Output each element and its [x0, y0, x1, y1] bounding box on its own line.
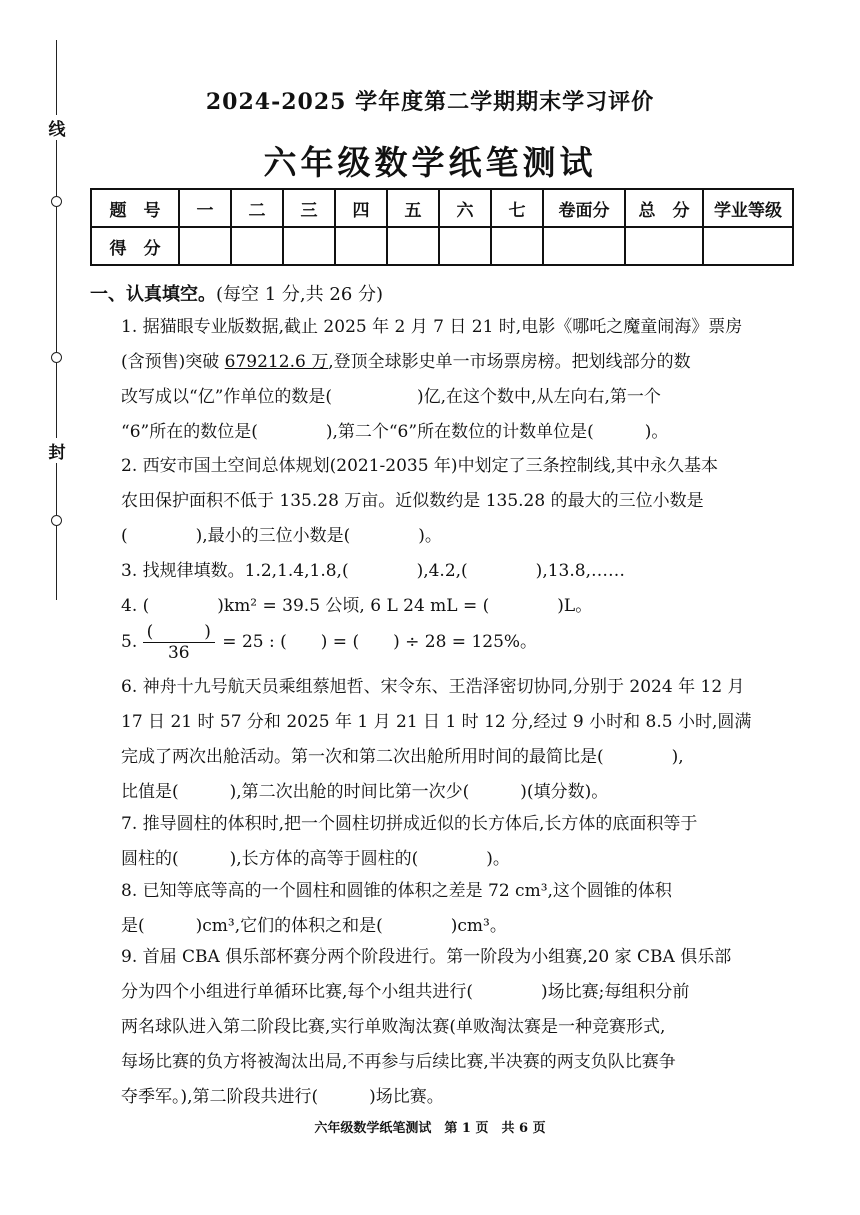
question-7: [121, 807, 811, 877]
binding-char-feng: 封: [46, 438, 68, 463]
question-2: [121, 449, 811, 554]
table-cell: 七: [491, 189, 543, 227]
score-field[interactable]: [231, 227, 283, 265]
question-line: 2. 西安市国土空间总体规划(2021-2035 年)中划定了三条控制线,其中永久基本: [121, 456, 718, 476]
question-line: 夺季军。),第二阶段共进行( )场比赛。: [121, 1087, 444, 1107]
score-field[interactable]: [335, 227, 387, 265]
question-line: 8. 已知等底等高的一个圆柱和圆锥的体积之差是 72 cm³,这个圆锥的体积: [121, 881, 672, 901]
fraction-numerator: ( ): [143, 622, 215, 643]
table-cell: 题 号: [91, 189, 179, 227]
question-line: [121, 345, 811, 380]
question-line: 1. 据猫眼专业版数据,截止 2025 年 2 月 7 日 21 时,电影《哪吒之魔童闹海》票房: [121, 317, 743, 337]
binding-hole: [51, 515, 62, 526]
score-field[interactable]: [543, 227, 625, 265]
fraction: [143, 622, 215, 663]
underlined-number: 679212.6 万: [224, 352, 329, 372]
question-line: 4. ( )km² = 39.5 公顷, 6 L 24 mL = ( )L。: [121, 596, 593, 616]
question-8: [121, 874, 811, 944]
question-number: 5.: [121, 632, 138, 652]
score-field[interactable]: [703, 227, 793, 265]
table-cell: 一: [179, 189, 231, 227]
table-cell: 六: [439, 189, 491, 227]
section-heading: [90, 280, 383, 306]
question-line: 7. 推导圆柱的体积时,把一个圆柱切拼成近似的长方体后,长方体的底面积等于: [121, 814, 698, 834]
section-note: (每空 1 分,共 26 分): [216, 284, 384, 305]
score-field[interactable]: [179, 227, 231, 265]
question-9: [121, 940, 811, 1115]
fraction-denominator: 36: [167, 643, 190, 663]
question-line: 圆柱的( ),长方体的高等于圆柱的( )。: [121, 849, 510, 869]
table-cell: 四: [335, 189, 387, 227]
text-span: ,登顶全球影史单一市场票房榜。把划线部分的数: [328, 352, 691, 372]
question-line: 农田保护面积不低于 135.28 万亩。近似数约是 135.28 的最大的三位小数是: [121, 491, 704, 511]
score-table-score-row: [91, 227, 793, 265]
question-6: [121, 670, 811, 810]
binding-char-xian: 线: [46, 115, 68, 140]
question-line: 每场比赛的负方将被淘汰出局,不再参与后续比赛,半决赛的两支负队比赛争: [121, 1052, 676, 1072]
table-cell: 三: [283, 189, 335, 227]
question-line: 是( )cm³,它们的体积之和是( )cm³。: [121, 916, 507, 936]
question-line: 比值是( ),第二次出舱的时间比第一次少( )(填分数)。: [121, 782, 609, 802]
exam-subject-title: 六年级数学纸笔测试: [263, 143, 597, 182]
exam-term-title: 2024-2025 学年度第二学期期末学习评价: [205, 89, 655, 115]
binding-hole: [51, 196, 62, 207]
score-field[interactable]: [283, 227, 335, 265]
question-4: [121, 589, 811, 624]
question-line: = 25 : ( ) = ( ) ÷ 28 = 125%。: [216, 632, 538, 652]
question-line: 改写成以“亿”作单位的数是( )亿,在这个数中,从左向右,第一个: [121, 387, 661, 407]
question-line: 完成了两次出舱活动。第一次和第二次出舱所用时间的最简比是( ),: [121, 747, 684, 767]
score-table: [90, 188, 794, 266]
section-title: 一、认真填空。: [90, 284, 216, 305]
question-line: 6. 神舟十九号航天员乘组蔡旭哲、宋令东、王浩泽密切协同,分别于 2024 年 12 月: [121, 677, 745, 697]
question-5: [121, 622, 811, 663]
table-cell: 二: [231, 189, 283, 227]
score-field[interactable]: [439, 227, 491, 265]
table-cell: 总 分: [625, 189, 703, 227]
question-line: 9. 首届 CBA 俱乐部杯赛分两个阶段进行。第一阶段为小组赛,20 家 CBA 俱乐部: [121, 947, 732, 967]
question-3: [121, 554, 811, 589]
binding-hole: [51, 352, 62, 363]
question-line: 3. 找规律填数。1.2,1.4,1.8,( ),4.2,( ),13.8,……: [121, 561, 625, 581]
table-cell: 五: [387, 189, 439, 227]
score-field[interactable]: [387, 227, 439, 265]
question-line: “6”所在的数位是( ),第二个“6”所在数位的计数单位是( )。: [121, 422, 669, 442]
score-field[interactable]: [625, 227, 703, 265]
question-line: 两名球队进入第二阶段比赛,实行单败淘汰赛(单败淘汰赛是一种竞赛形式,: [121, 1017, 666, 1037]
table-cell: 卷面分: [543, 189, 625, 227]
question-line: 分为四个小组进行单循环比赛,每个小组共进行( )场比赛;每组积分前: [121, 982, 690, 1002]
question-line: ( ),最小的三位小数是( )。: [121, 526, 442, 546]
page-footer: 六年级数学纸笔测试 第 1 页 共 6 页: [314, 1121, 546, 1136]
score-table-header-row: [91, 189, 793, 227]
table-cell: 学业等级: [703, 189, 793, 227]
score-field[interactable]: [491, 227, 543, 265]
question-1: [121, 310, 811, 450]
table-cell: 得 分: [91, 227, 179, 265]
question-line: 17 日 21 时 57 分和 2025 年 1 月 21 日 1 时 12 分,经过 9 小时和 8.5 小时,圆满: [121, 712, 752, 732]
text-span: (含预售)突破: [121, 352, 225, 372]
